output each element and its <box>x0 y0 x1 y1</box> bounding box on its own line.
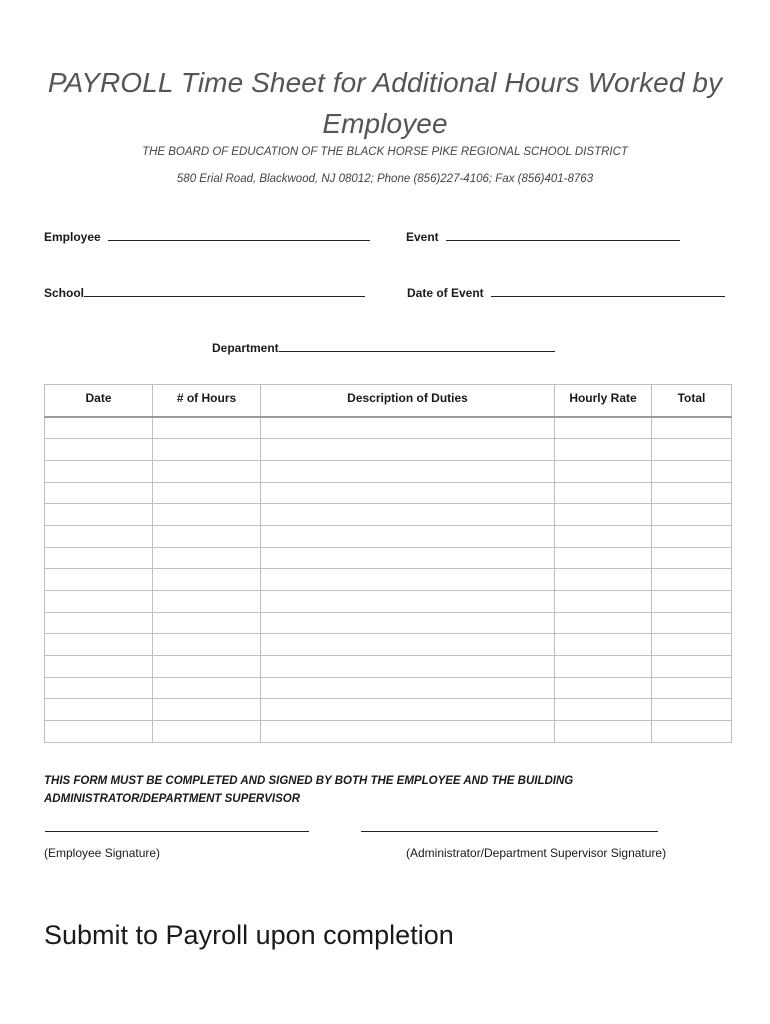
table-cell-description[interactable] <box>261 612 555 634</box>
table-cell-description[interactable] <box>261 525 555 547</box>
table-cell-hourly-rate[interactable] <box>555 699 652 721</box>
table-cell-total[interactable] <box>652 525 732 547</box>
table-cell-hours[interactable] <box>153 612 261 634</box>
table-cell-hours[interactable] <box>153 677 261 699</box>
hours-table <box>44 384 732 743</box>
event-field <box>406 229 680 244</box>
column-header-description: Description of Duties <box>261 385 555 417</box>
table-cell-description[interactable] <box>261 547 555 569</box>
table-cell-hours[interactable] <box>153 634 261 656</box>
submit-instruction: Submit to Payroll upon completion <box>44 920 454 950</box>
school-label: School <box>44 286 85 300</box>
table-row <box>45 547 732 569</box>
table-cell-total[interactable] <box>652 460 732 482</box>
completion-notice: THIS FORM MUST BE COMPLETED AND SIGNED BY BOTH THE EMPLOYEE AND THE BUILDING ADMINISTRATOR/DEPARTMENT SUPERVISOR <box>44 775 574 805</box>
table-cell-date[interactable] <box>45 482 153 504</box>
organization-address: 580 Erial Road, Blackwood, NJ 08012; Phone (856)227-4106; Fax (856)401-8763 <box>176 173 594 185</box>
table-row <box>45 482 732 504</box>
table-cell-description[interactable] <box>261 460 555 482</box>
column-header-date: Date <box>45 385 153 417</box>
table-row <box>45 417 732 439</box>
school-field <box>44 285 365 300</box>
table-cell-date[interactable] <box>45 656 153 678</box>
table-cell-hourly-rate[interactable] <box>555 656 652 678</box>
table-cell-date[interactable] <box>45 525 153 547</box>
column-header-total: Total <box>652 385 732 417</box>
table-row <box>45 569 732 591</box>
table-cell-hours[interactable] <box>153 547 261 569</box>
table-cell-hours[interactable] <box>153 569 261 591</box>
employee-input-line[interactable] <box>108 229 370 241</box>
table-cell-hourly-rate[interactable] <box>555 504 652 526</box>
table-cell-description[interactable] <box>261 504 555 526</box>
table-cell-description[interactable] <box>261 677 555 699</box>
table-cell-description[interactable] <box>261 699 555 721</box>
table-cell-hourly-rate[interactable] <box>555 547 652 569</box>
table-row <box>45 460 732 482</box>
table-row <box>45 721 732 743</box>
employee-field <box>44 229 370 244</box>
table-cell-hours[interactable] <box>153 656 261 678</box>
table-cell-hours[interactable] <box>153 460 261 482</box>
table-cell-hourly-rate[interactable] <box>555 569 652 591</box>
table-cell-hourly-rate[interactable] <box>555 460 652 482</box>
table-cell-total[interactable] <box>652 439 732 461</box>
table-cell-hourly-rate[interactable] <box>555 591 652 613</box>
table-cell-total[interactable] <box>652 591 732 613</box>
table-cell-date[interactable] <box>45 417 153 439</box>
table-cell-date[interactable] <box>45 677 153 699</box>
table-row <box>45 612 732 634</box>
page-title: PAYROLL Time Sheet for Additional Hours Worked by Employee <box>47 67 723 139</box>
organization-name: THE BOARD OF EDUCATION OF THE BLACK HORSE PIKE REGIONAL SCHOOL DISTRICT <box>142 146 628 158</box>
table-cell-description[interactable] <box>261 591 555 613</box>
event-label: Event <box>406 230 439 244</box>
table-cell-hourly-rate[interactable] <box>555 612 652 634</box>
table-cell-hourly-rate[interactable] <box>555 721 652 743</box>
table-body <box>45 417 732 743</box>
table-cell-date[interactable] <box>45 591 153 613</box>
table-cell-total[interactable] <box>652 677 732 699</box>
table-cell-date[interactable] <box>45 721 153 743</box>
table-cell-total[interactable] <box>652 547 732 569</box>
table-row <box>45 439 732 461</box>
supervisor-signature-line[interactable] <box>361 831 658 832</box>
table-row <box>45 525 732 547</box>
table-cell-description[interactable] <box>261 482 555 504</box>
supervisor-signature-label: (Administrator/Department Supervisor Signature) <box>406 846 667 860</box>
table-row <box>45 677 732 699</box>
column-header-hourly-rate: Hourly Rate <box>555 385 652 417</box>
table-row <box>45 699 732 721</box>
table-cell-description[interactable] <box>261 634 555 656</box>
department-label: Department <box>212 341 279 355</box>
table-cell-total[interactable] <box>652 504 732 526</box>
table-cell-total[interactable] <box>652 417 732 439</box>
department-input-line[interactable] <box>279 340 555 352</box>
table-cell-hourly-rate[interactable] <box>555 677 652 699</box>
table-cell-hours[interactable] <box>153 482 261 504</box>
table-cell-date[interactable] <box>45 569 153 591</box>
table-cell-description[interactable] <box>261 569 555 591</box>
table-cell-total[interactable] <box>652 612 732 634</box>
table-cell-total[interactable] <box>652 569 732 591</box>
column-header-hours: # of Hours <box>153 385 261 417</box>
table-cell-hours[interactable] <box>153 721 261 743</box>
table-cell-date[interactable] <box>45 699 153 721</box>
table-cell-total[interactable] <box>652 699 732 721</box>
date-of-event-field <box>407 285 725 300</box>
table-cell-description[interactable] <box>261 721 555 743</box>
department-field <box>212 340 555 355</box>
table-cell-hours[interactable] <box>153 591 261 613</box>
table-cell-description[interactable] <box>261 656 555 678</box>
table-cell-date[interactable] <box>45 547 153 569</box>
table-cell-date[interactable] <box>45 460 153 482</box>
table-cell-hourly-rate[interactable] <box>555 439 652 461</box>
employee-signature-line[interactable] <box>45 831 309 832</box>
table-cell-description[interactable] <box>261 439 555 461</box>
table-cell-hours[interactable] <box>153 525 261 547</box>
table-cell-hours[interactable] <box>153 417 261 439</box>
table-cell-date[interactable] <box>45 634 153 656</box>
table-cell-total[interactable] <box>652 721 732 743</box>
table-cell-date[interactable] <box>45 504 153 526</box>
table-cell-hourly-rate[interactable] <box>555 525 652 547</box>
table-row <box>45 634 732 656</box>
table-cell-hours[interactable] <box>153 699 261 721</box>
table-cell-description[interactable] <box>261 417 555 439</box>
table-cell-hourly-rate[interactable] <box>555 417 652 439</box>
table-row <box>45 591 732 613</box>
employee-label: Employee <box>44 230 101 244</box>
table-cell-date[interactable] <box>45 612 153 634</box>
table-row <box>45 504 732 526</box>
table-cell-total[interactable] <box>652 482 732 504</box>
table-header-row <box>45 385 732 417</box>
event-input-line[interactable] <box>446 229 680 241</box>
table-cell-hourly-rate[interactable] <box>555 634 652 656</box>
table-cell-total[interactable] <box>652 634 732 656</box>
table-cell-date[interactable] <box>45 439 153 461</box>
table-cell-hours[interactable] <box>153 439 261 461</box>
table-row <box>45 656 732 678</box>
table-cell-hourly-rate[interactable] <box>555 482 652 504</box>
date-of-event-input-line[interactable] <box>491 285 725 297</box>
school-input-line[interactable] <box>84 285 365 297</box>
employee-signature-label: (Employee Signature) <box>44 846 161 860</box>
table-cell-total[interactable] <box>652 656 732 678</box>
table-cell-hours[interactable] <box>153 504 261 526</box>
date-of-event-label: Date of Event <box>407 286 484 300</box>
